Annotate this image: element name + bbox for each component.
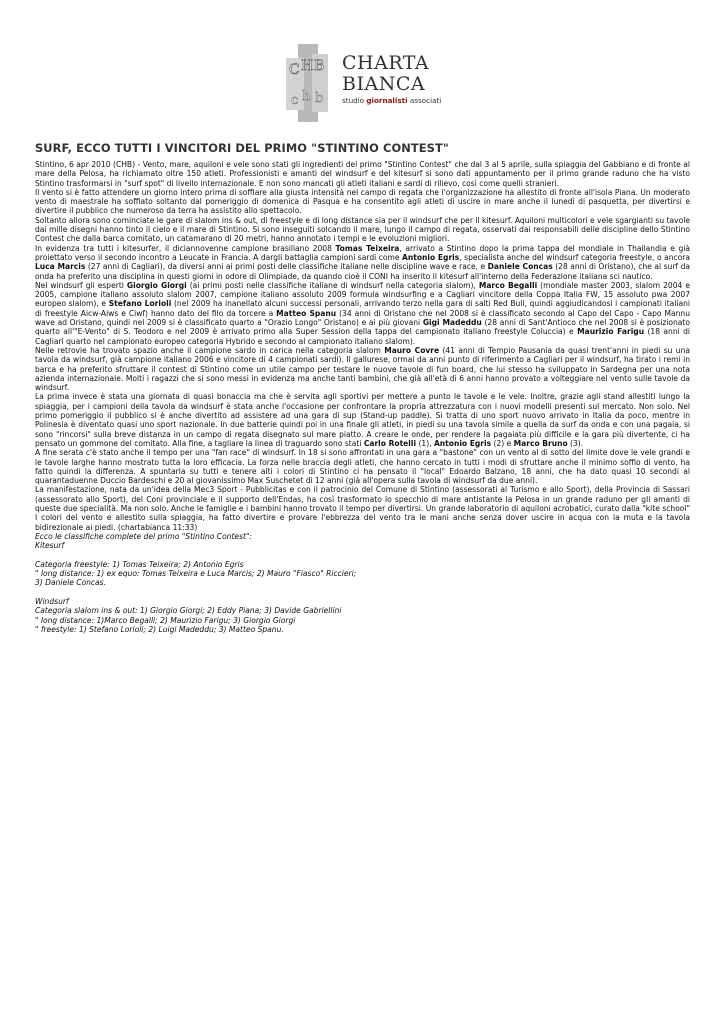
brand-tagline: studio giornalisti associati: [342, 96, 442, 105]
athlete-name: Carlo Rotelli: [363, 438, 417, 448]
article-paragraph: La manifestazione, nata da un'idea della Mec3 Sport - Pubblicitas e con il patrocinio del Comune di Stintino (assessorati al Turismo e allo Sport), della Provincia di Sassari (assessorato allo Sport), del Coni provinciale e il supporto dell'Endas, ha così trasformato lo specchio di mare antistante la Pelosa in un grande raduno per gli amanti di queste due specialità. Ma non solo. Anche le famiglie e i bambini hanno trovato il tempo per divertirsi. Un grande laboratorio di aquiloni acrobatici, curato dalla "kite school" I colori del vento e allestito sulla spiaggia, ha fatto divertire e provare l'ebbrezza del vento tra le mani anche senza dover uscire in acqua con la muta e la tavola bidirezionale ai piedi. (chartabianca 11:33): [35, 485, 690, 532]
logo-text: [342, 54, 441, 104]
windsurf-result-line: " freestyle: 1) Stefano Lorioli; 2) Luigi Madeddu; 3) Matteo Spanu.: [35, 624, 284, 634]
athlete-name: Stefano Lorioli: [108, 299, 172, 309]
article-paragraph: A fine serata c'è stato anche il tempo per una "fan race" di windsurf. In 18 si sono affrontati in una gara a "bastone" con un vento al di sotto del limite dove le vele grandi e le tavole larghe hanno mostrato tutta la loro efficacia. La forza nelle braccia degli atleti, che hanno cercato in tutti i modi di sfruttare anche il minimo soffio di vento, ha fatto quindi la differenza. A spuntarla su tutti e tenere alti i colori di Stintino ci ha pensato il "local" Edoardo Balzano, 18 anni, che ha dato quasi 10 secondi al quarantaduenne Duccio Bardeschi e 20 al giovanissimo Max Suschetet di 12 anni (già all'opera sulla tavola di windsurf da due anni).: [35, 448, 690, 486]
kitesurf-result-line: " long distance: 1) ex equo: Tomas Teixeira e Luca Marcis; 2) Mauro "Fiasco" Riccieri;: [35, 569, 357, 579]
windsurf-result-line: Categoria slalom ins & out: 1) Giorgio Giorgi; 2) Eddy Piana; 3) Davide Gabriellini: [35, 606, 342, 616]
kitesurf-title: Kitesurf: [35, 541, 65, 551]
windsurf-title: Windsurf: [35, 596, 69, 606]
article-paragraph: In evidenza tra tutti i kitesurfer, il diciannovenne campione brasiliano 2008 Tomas Teixeira, arrivato a Stintino dopo la prima tappa del mondiale in Thailandia e già proiettato verso il secondo incontro a Leucate in Francia. A dargli battaglia campioni sardi come Antonio Egris, specialista anche del windsurf categoria freestyle, o ancora Luca Marcis (27 anni di Cagliari), da diversi anni ai primi posti delle classifiche italiane nelle discipline wave e race, e Daniele Concas (28 anni di Oristano), che al surf da onda ha preferito una disciplina in questi giorni in odore di Olimpiade, da quando cioè il CONI ha inserito il kitesurf all'interno della Federazione italiana sci nautico.: [35, 243, 690, 281]
svg-text:h: h: [302, 89, 311, 104]
svg-text:C: C: [289, 62, 300, 78]
classifiche-intro: Ecco le classifiche complete del primo "Stintino Contest":: [35, 531, 252, 541]
athlete-name: Giorgio Giorgi: [126, 280, 187, 290]
article-paragraph: Stintino, 6 apr 2010 (CHB) - Vento, mare, aquiloni e vele sono stati gli ingredienti del primo "Stintino Contest" che dal 3 al 5 aprile, sulla spiaggia del Gabbiano e di fronte al mare della Pelosa, ha richiamato oltre 150 atleti. Professionisti e amanti del windsurf e del kitesurf si sono dati appuntamento per il primo grande raduno che ha visto Stintino trasformarsi in "surf spot" di livello internazionale. E non sono mancati gli atleti italiani e sardi di rilievo, così come quelli stranieri.: [35, 160, 690, 188]
article-headline: SURF, ECCO TUTTI I VINCITORI DEL PRIMO "STINTINO CONTEST": [35, 141, 449, 155]
classifiche-section: [35, 532, 690, 634]
logo-mark-icon: [278, 44, 342, 122]
svg-text:B: B: [314, 58, 325, 74]
athlete-name: Maurizio Farigu: [577, 327, 645, 337]
athlete-name: Marco Begalli: [478, 280, 538, 290]
article-paragraph: Soltanto allora sono cominciate le gare di slalom ins & out, di freestyle e di long distance sia per il windsurf che per il kitesurf. Aquiloni multicolori e vele sgargianti su tavole dai mille disegni hanno tinto il cielo e il mare di Stintino. Si sono inseguiti solcando il mare, lungo il campo di regata, osservati dai responsabili delle discipline dello Stintino Contest che dalla barca comitato, un catamarano di 20 metri, hanno annotato i tempi e le evoluzioni migliori.: [35, 215, 690, 244]
athlete-name: Tomas Teixeira: [335, 243, 400, 253]
athlete-name: Antonio Egris: [402, 252, 460, 262]
article-paragraph: Il vento si è fatto attendere un giorno intero prima di soffiare alla giusta intensità nel campo di regata che l'organizzazione ha allestito di fronte all'isola Piana. Un moderato vento di maestrale ha soffiato soltanto dal pomeriggio di domenica di Pasqua e ha consentito agli atleti di uscire in mare anche il lunedì di pasquetta, per divertirsi e divertire il pubblico che numeroso da terra ha assistito allo spettacolo.: [35, 187, 690, 216]
athlete-name: Antonio Egris: [433, 438, 492, 448]
athlete-name: Mauro Covre: [384, 345, 440, 355]
article-paragraph: La prima invece è stata una giornata di quasi bonaccia ma che è servita agli sportivi per mettere a punto le tavole e le vele. Inoltre, grazie agli stand allestiti lungo la spiaggia, per i campioni della tavola da windsurf è stata anche l'occasione per confrontare la propria attrezzatura con i nuovi modelli presenti sul mercato. Non solo. Nel primo pomeriggio il pubblico si è anche divertito ad assistere ad una gara di sup (Stand-up paddle). Si tratta di uno sport nuovo arrivato in Italia da poco, mentre in Polinesia è diventato quasi uno sport nazionale. In due batterie quindi poi in una finale gli atleti, in piedi su una tavola simile a quella da surf da onda e con una pagaia, si sono "rincorsi" sulla breve distanza in un campo di regata disegnato sul mare piatto. A creare le onde, per rendere la pagaiata più difficile e la gara più divertente, ci ha pensato un gommone del comitato. Alla fine, a tagliare la linea di traguardo sono stati Carlo Rotelli (1), Antonio Egris (2) e Marco Bruno (3).: [35, 392, 690, 448]
kitesurf-result-line: 3) Daniele Concas.: [35, 578, 107, 588]
windsurf-result-line: " long distance: 1)Marco Begalli; 2) Maurizio Farigu; 3) Giorgio Giorgi: [35, 615, 296, 625]
article: [35, 141, 690, 634]
svg-text:b: b: [315, 91, 324, 106]
kitesurf-result-line: Categoria freestyle: 1) Tomas Teixeira; 2) Antonio Egris: [35, 559, 244, 569]
brand-line-2: BIANCA: [342, 73, 426, 95]
athlete-name: Matteo Spanu: [276, 308, 337, 318]
brand-line-1: CHARTA: [342, 52, 430, 74]
article-paragraph: Nel windsurf gli esperti Giorgio Giorgi (ai primi posti nelle classifiche italiane di windsurf nella categoria slalom), Marco Begalli (mondiale master 2003, slalom 2004 e 2005, campione italiano assoluto slalom 2007, campione italiano assoluto 2009 formula windsurfing e a Cagliari vincitore della Coppa Italia FW, 15 assoluto pwa 2007 europeo slalom), e Stefano Lorioli (nel 2009 ha inanellato alcuni successi personali, arrivando terzo nella gara di salti Red Bull, quindi aggiudicandosi i campionati italiani di freestyle Aicw-Aiws e Ciwf) hanno dato del filo da torcere a Matteo Spanu (34 anni di Oristano che nel 2008 si è classificato secondo al Capo del Capo - Capo Mannu wave ad Oristano, quindi nel 2009 si è classificato quarto a "Orazio Longo" Oristano) e ai più giovani Gigi Madeddu (28 anni di Sant'Antioco che nel 2008 si è posizionato quarto all'"E-Vento" di S. Teodoro e nel 2009 è arrivato primo alla Super Session della tappa del campionato italiano freestyle Coluccia) e Maurizio Farigu (18 anni di Cagliari quarto nel campionato europeo categoria Hybrido e secondo al campionato italiano slalom).: [35, 280, 691, 346]
svg-text:c: c: [291, 93, 299, 108]
article-body: [35, 160, 690, 532]
athlete-name: Luca Marcis: [35, 262, 86, 272]
charta-bianca-logo: [278, 40, 448, 122]
svg-text:H: H: [301, 58, 314, 74]
article-paragraph: Nelle retrovie ha trovato spazio anche il campione sardo in carica nella categoria slalom Mauro Covre (41 anni di Tempio Pausania da quasi trent'anni in piedi su una tavola da windsurf, già campione italiano 2006 e vincitore di 4 campionati sardi). Il gallurese, ormai da anni punto di riferimento a Cagliari per il windsurf, ha tirato i remi in barca e ha preferito sfruttare il contest di Stintino come un utile campo per testare le nuove tavole di fun board, che lui stesso ha sviluppato in Sardegna per una nota azienda internazionale. Molti i ragazzi che si sono messi in evidenza ma anche tanti bambini, che già all'età di 6 anni hanno provato a volteggiare nel vento sulle tavole da windsurf.: [35, 345, 690, 393]
athlete-name: Gigi Madeddu: [422, 318, 482, 328]
athlete-name: Daniele Concas: [487, 262, 553, 272]
athlete-name: Marco Bruno: [513, 438, 568, 448]
